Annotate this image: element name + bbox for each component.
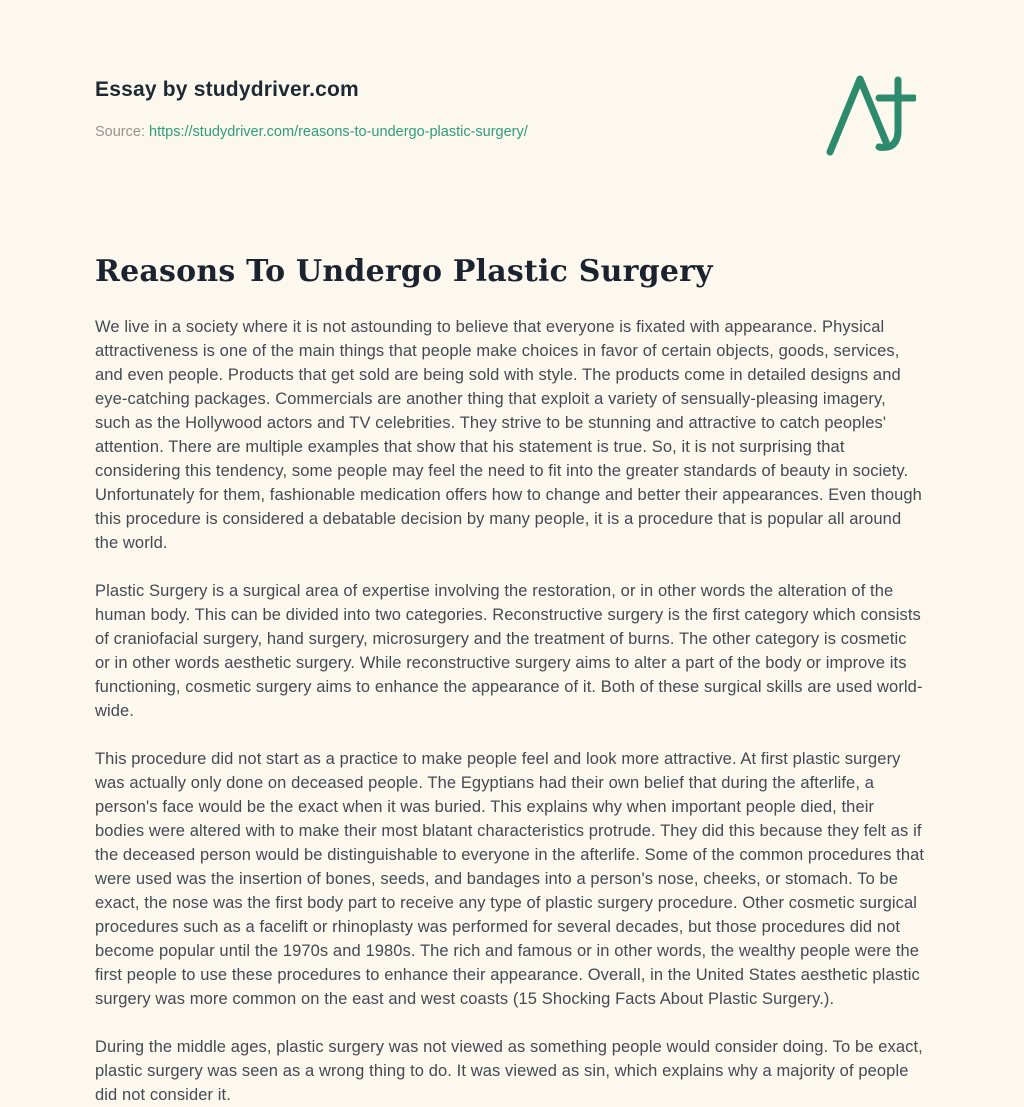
source-label: Source:	[95, 124, 145, 140]
source-line	[95, 124, 925, 140]
essay-paragraph-1: We live in a society where it is not astounding to believe that everyone is fixated with appearance. Physical attractiveness is one of the main things that people make choices in favor of certain objects, goods, services, and even people. Products that get sold are being sold with style. The products come in detailed designs and eye-catching packages. Commercials are another thing that exploit a variety of sensually-pleasing imagery, such as the Hollywood actors and TV celebrities. They strive to be stunning and attractive to catch peoples' attention. There are multiple examples that show that his statement is true. So, it is not surprising that considering this tendency, some people may feel the need to fit into the greater standards of beauty in society. Unfortunately for them, fashionable medication offers how to change and better their appearances. Even though this procedure is considered a debatable decision by many people, it is a procedure that is popular all around the world.	[95, 318, 922, 552]
essay-paragraph-2: Plastic Surgery is a surgical area of expertise involving the restoration, or in other words the alteration of the human body. This can be divided into two categories. Reconstructive surgery is the first category which consists of craniofacial surgery, hand surgery, microsurgery and the treatment of burns. The other category is cosmetic or in other words aesthetic surgery. While reconstructive surgery aims to alter a part of the body or improve its functioning, cosmetic surgery aims to enhance the appearance of it. Both of these surgical skills are used world-wide.	[95, 582, 923, 720]
essay-body	[95, 315, 925, 1107]
essay-title: Reasons To Undergo Plastic Surgery	[95, 254, 713, 289]
studydriver-logo-icon	[824, 68, 916, 158]
essay-paragraph-4: During the middle ages, plastic surgery was not viewed as something people would consider doing. To be exact, plastic surgery was seen as a wrong thing to do. It was viewed as sin, which explains why a majority of people did not consider it.	[95, 1038, 923, 1104]
byline: Essay by studydriver.com	[95, 78, 359, 101]
essay-paragraph-3: This procedure did not start as a practice to make people feel and look more attractive. At first plastic surgery was actually only done on deceased people. The Egyptians had their own belief that during the afterlife, a person's face would be the exact when it was buried. This explains why when important people died, their bodies were altered with to make their most blatant characteristics protrude. They did this because they felt as if the deceased person would be distinguishable to everyone in the afterlife. Some of the common procedures that were used was the insertion of bones, seeds, and bandages into a person's nose, cheeks, or stomach. To be exact, the nose was the first body part to receive any type of plastic surgery procedure. Other cosmetic surgical procedures such as a facelift or rhinoplasty was performed for several decades, but those procedures did not become popular until the 1970s and 1980s. The rich and famous or in other words, the wealthy people were the first people to use these procedures to enhance their appearance. Overall, in the United States aesthetic plastic surgery was more common on the east and west coasts (15 Shocking Facts About Plastic Surgery.).	[95, 750, 925, 1008]
source-url-link[interactable]: https://studydriver.com/reasons-to-undergo-plastic-surgery/	[149, 124, 528, 140]
